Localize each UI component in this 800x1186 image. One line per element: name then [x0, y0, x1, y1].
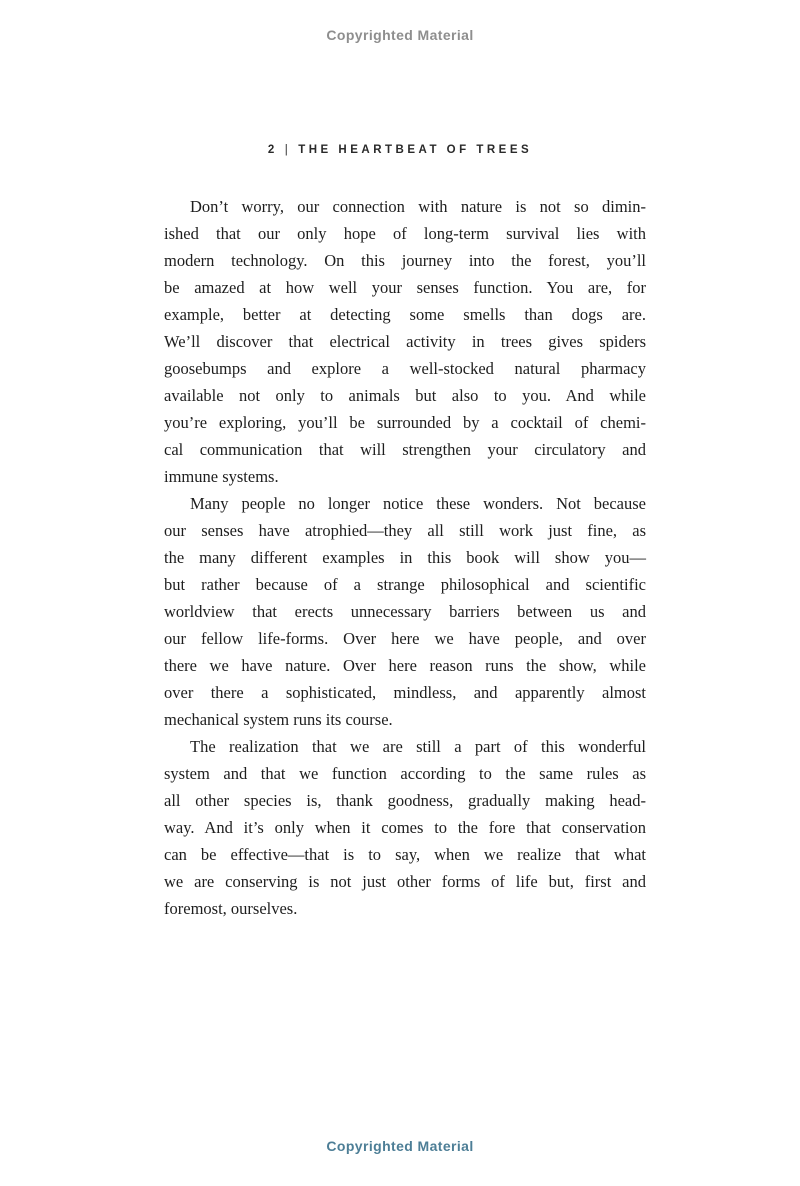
running-head-separator: | [284, 144, 292, 156]
text-line: modern technology. On this journey into the forest, you’ll [164, 251, 646, 270]
text-line: our fellow life-forms. Over here we have people, and over [164, 629, 646, 648]
text-line: Many people no longer notice these wonders. Not because [190, 494, 646, 513]
text-line: Don’t worry, our connection with nature is not so dimin- [190, 197, 646, 216]
text-line: you’re exploring, you’ll be surrounded by a cocktail of chemi- [164, 413, 646, 432]
text-line: the many different examples in this book will show you— [164, 548, 646, 567]
running-head [0, 144, 800, 156]
copyright-banner-bottom: Copyrighted Material [326, 1138, 474, 1154]
text-line: our senses have atrophied—they all still work just fine, as [164, 521, 646, 540]
page-number: 2 [267, 144, 278, 156]
text-line: We’ll discover that electrical activity in trees gives spiders [164, 332, 646, 351]
text-line: be amazed at how well your senses function. You are, for [164, 278, 646, 297]
text-line: foremost, ourselves. [164, 899, 298, 918]
copyright-banner-top: Copyrighted Material [326, 27, 474, 43]
text-line: immune systems. [164, 467, 279, 486]
text-line: cal communication that will strengthen your circulatory and [164, 440, 646, 459]
text-line: but rather because of a strange philosophical and scientific [164, 575, 646, 594]
text-line: mechanical system runs its course. [164, 710, 393, 729]
text-line: worldview that erects unnecessary barriers between us and [164, 602, 646, 621]
text-line: example, better at detecting some smells than dogs are. [164, 305, 646, 324]
text-line: goosebumps and explore a well-stocked natural pharmacy [164, 359, 646, 378]
text-line: can be effective—that is to say, when we realize that what [164, 845, 646, 864]
body-text [164, 193, 646, 922]
text-line: over there a sophisticated, mindless, and apparently almost [164, 683, 646, 702]
text-line: available not only to animals but also to you. And while [164, 386, 646, 405]
text-line: all other species is, thank goodness, gradually making head- [164, 791, 646, 810]
text-line: The realization that we are still a part of this wonderful [190, 737, 646, 756]
text-line: ished that our only hope of long-term survival lies with [164, 224, 646, 243]
text-line: way. And it’s only when it comes to the fore that conservation [164, 818, 646, 837]
text-line: we are conserving is not just other forms of life but, first and [164, 872, 646, 891]
text-line: system and that we function according to the same rules as [164, 764, 646, 783]
chapter-title: THE HEARTBEAT OF TREES [298, 144, 533, 156]
text-line: there we have nature. Over here reason runs the show, while [164, 656, 646, 675]
